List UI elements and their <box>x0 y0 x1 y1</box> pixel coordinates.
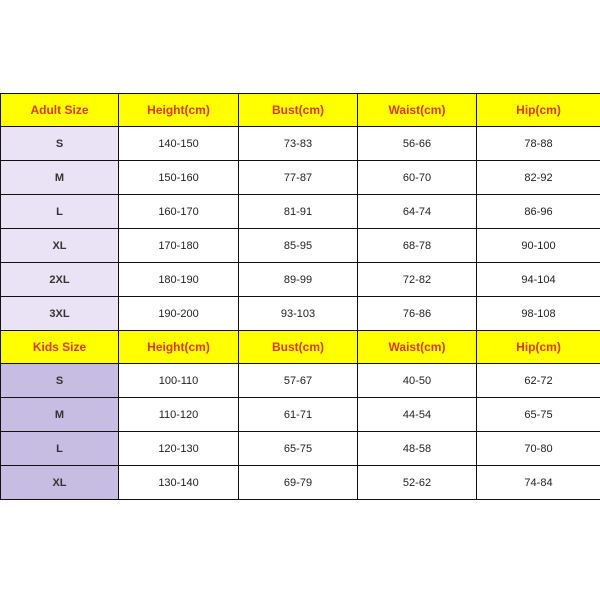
table-row <box>1 297 600 331</box>
table-row <box>1 263 600 297</box>
size-cell: L <box>1 432 119 466</box>
height-cell: 130-140 <box>119 466 239 500</box>
size-cell: M <box>1 398 119 432</box>
waist-cell: 52-62 <box>358 466 477 500</box>
bust-cell: 81-91 <box>239 195 358 229</box>
waist-cell: 60-70 <box>358 161 477 195</box>
hip-cell: 70-80 <box>477 432 600 466</box>
bust-cell: 93-103 <box>239 297 358 331</box>
hip-cell: 74-84 <box>477 466 600 500</box>
bust-cell: 73-83 <box>239 127 358 161</box>
size-cell: 2XL <box>1 263 119 297</box>
hip-header: Hip(cm) <box>477 94 600 127</box>
size-chart-table <box>0 93 600 500</box>
height-cell: 150-160 <box>119 161 239 195</box>
waist-cell: 40-50 <box>358 364 477 398</box>
table-row <box>1 229 600 263</box>
waist-header: Waist(cm) <box>358 331 477 364</box>
kids-header-row <box>1 331 600 364</box>
waist-cell: 68-78 <box>358 229 477 263</box>
kids-size-header: Kids Size <box>1 331 119 364</box>
hip-cell: 86-96 <box>477 195 600 229</box>
height-header: Height(cm) <box>119 94 239 127</box>
height-cell: 100-110 <box>119 364 239 398</box>
bust-cell: 65-75 <box>239 432 358 466</box>
waist-cell: 44-54 <box>358 398 477 432</box>
bust-header: Bust(cm) <box>239 94 358 127</box>
waist-cell: 48-58 <box>358 432 477 466</box>
table-row <box>1 466 600 500</box>
hip-cell: 78-88 <box>477 127 600 161</box>
bust-header: Bust(cm) <box>239 331 358 364</box>
hip-cell: 94-104 <box>477 263 600 297</box>
height-cell: 160-170 <box>119 195 239 229</box>
bust-cell: 89-99 <box>239 263 358 297</box>
table-row <box>1 127 600 161</box>
height-header: Height(cm) <box>119 331 239 364</box>
size-cell: S <box>1 127 119 161</box>
size-cell: XL <box>1 229 119 263</box>
table-row <box>1 195 600 229</box>
hip-cell: 90-100 <box>477 229 600 263</box>
height-cell: 120-130 <box>119 432 239 466</box>
size-cell: 3XL <box>1 297 119 331</box>
size-cell: XL <box>1 466 119 500</box>
table-row <box>1 364 600 398</box>
bust-cell: 77-87 <box>239 161 358 195</box>
height-cell: 180-190 <box>119 263 239 297</box>
table-row <box>1 432 600 466</box>
bust-cell: 85-95 <box>239 229 358 263</box>
kids-size-section <box>1 331 600 500</box>
bust-cell: 69-79 <box>239 466 358 500</box>
waist-header: Waist(cm) <box>358 94 477 127</box>
waist-cell: 76-86 <box>358 297 477 331</box>
adult-size-header: Adult Size <box>1 94 119 127</box>
hip-cell: 65-75 <box>477 398 600 432</box>
height-cell: 190-200 <box>119 297 239 331</box>
bust-cell: 57-67 <box>239 364 358 398</box>
hip-cell: 98-108 <box>477 297 600 331</box>
waist-cell: 64-74 <box>358 195 477 229</box>
adult-size-section <box>1 94 600 331</box>
height-cell: 170-180 <box>119 229 239 263</box>
adult-header-row <box>1 94 600 127</box>
bust-cell: 61-71 <box>239 398 358 432</box>
size-cell: S <box>1 364 119 398</box>
hip-cell: 62-72 <box>477 364 600 398</box>
table-row <box>1 398 600 432</box>
height-cell: 140-150 <box>119 127 239 161</box>
hip-cell: 82-92 <box>477 161 600 195</box>
size-cell: M <box>1 161 119 195</box>
height-cell: 110-120 <box>119 398 239 432</box>
hip-header: Hip(cm) <box>477 331 600 364</box>
size-cell: L <box>1 195 119 229</box>
table-row <box>1 161 600 195</box>
waist-cell: 72-82 <box>358 263 477 297</box>
waist-cell: 56-66 <box>358 127 477 161</box>
